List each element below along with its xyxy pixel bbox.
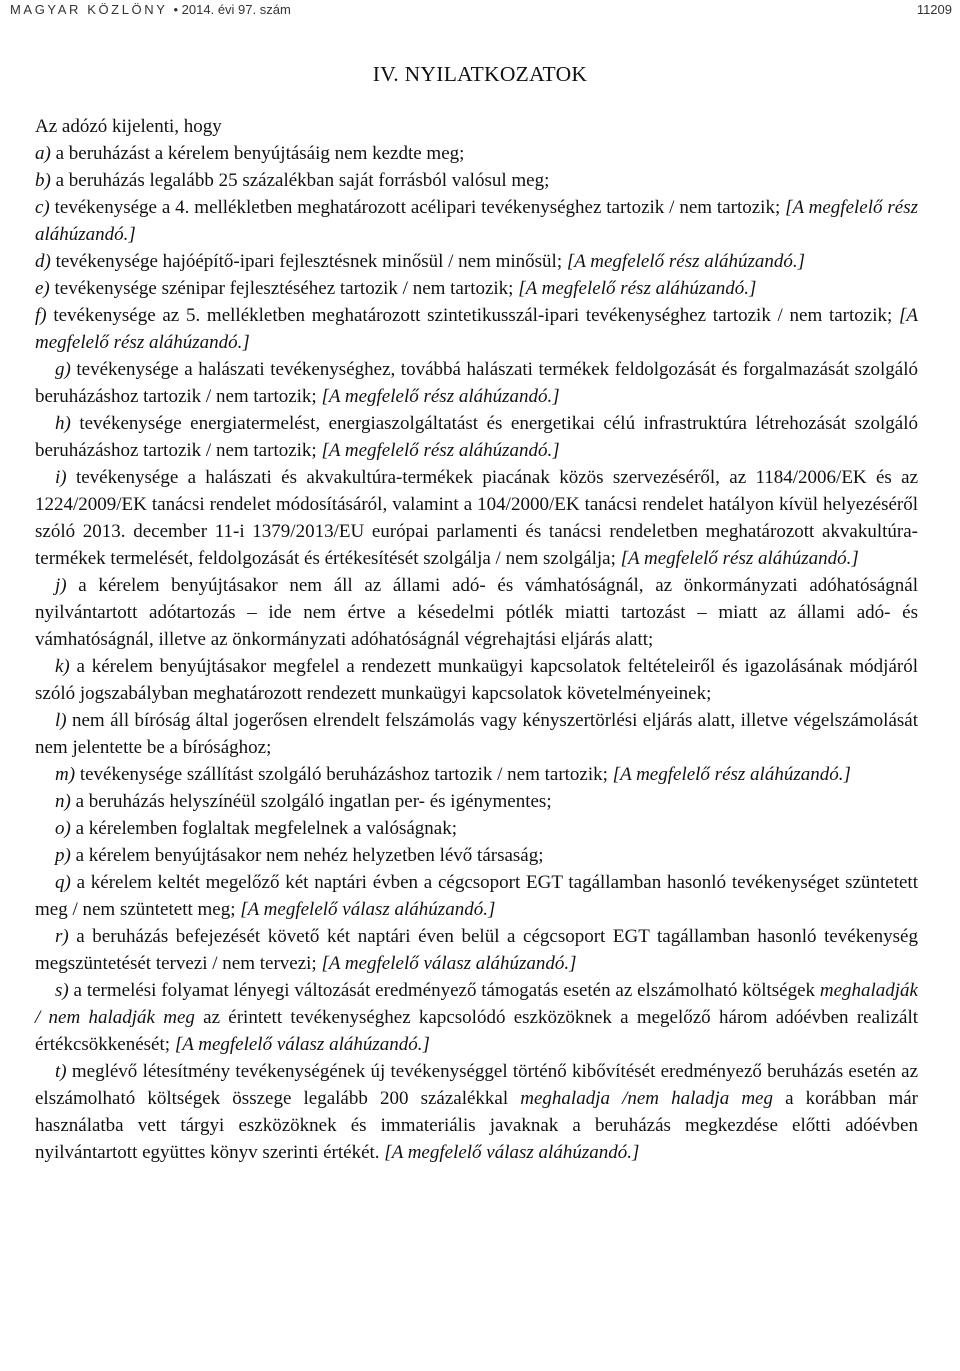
item-text: meglévő létesítmény tevékenységének új tevékenységgel történő kibővítését eredményező beruházás esetén az elszámolható költségek összege legalább 200 százalékkal <box>35 1061 918 1109</box>
item-o <box>35 815 918 842</box>
item-note: [A megfelelő rész aláhúzandó.] <box>35 197 918 245</box>
item-letter: f) <box>35 305 47 326</box>
item-note: [A megfelelő rész aláhúzandó.] <box>518 278 757 299</box>
item-l <box>35 707 918 761</box>
item-text: tevékenysége az 5. mellékletben meghatározott szintetikusszál-ipari tevékenységhez tartozik / nem tartozik; <box>46 305 899 326</box>
item-letter: d) <box>35 251 51 272</box>
item-letter: n) <box>55 791 71 812</box>
item-text: tevékenysége szállítást szolgáló beruházáshoz tartozik / nem tartozik; <box>75 764 613 785</box>
item-note: [A megfelelő rész aláhúzandó.] <box>620 548 859 569</box>
item-letter: e) <box>35 278 50 299</box>
page-number: 11209 <box>916 1 952 17</box>
item-text: a kérelem keltét megelőző két naptári évben a cégcsoport EGT tagállamban hasonló tevékenységet szüntetett meg / nem szüntetett meg; <box>35 872 918 920</box>
item-note: [A megfelelő válasz aláhúzandó.] <box>174 1034 430 1055</box>
item-g <box>35 356 918 410</box>
item-letter: h) <box>55 413 71 434</box>
item-text: a beruházás befejezését követő két naptári éven belül a cégcsoport EGT tagállamban hasonló tevékenység megszüntetését tervezi / nem tervezi; <box>35 926 918 974</box>
item-note: [A megfelelő rész aláhúzandó.] <box>612 764 851 785</box>
item-text-italic: meghaladja /nem haladja meg <box>520 1088 773 1109</box>
intro-line: Az adózó kijelenti, hogy <box>35 116 222 137</box>
item-text: tevékenysége hajóépítő-ipari fejlesztésnek minősül / nem minősül; <box>50 251 567 272</box>
item-text: a beruházás legalább 25 százalékban saját forrásból valósul meg; <box>50 170 550 191</box>
section-title: IV. NYILATKOZATOK <box>372 62 588 86</box>
item-text: tevékenysége szénipar fejlesztéséhez tartozik / nem tartozik; <box>49 278 519 299</box>
item-h <box>35 410 918 464</box>
item-note: [A megfelelő válasz aláhúzandó.] <box>240 899 496 920</box>
item-letter: s) <box>55 980 69 1001</box>
item-k <box>35 653 918 707</box>
item-text: a kérelemben foglaltak megfelelnek a valóságnak; <box>70 818 457 839</box>
item-text: a kérelem benyújtásakor nem áll az állami adó- és vámhatóságnál, az önkormányzati adóhatóságnál nyilvántartott adótartozás – ide nem értve a késedelmi pótlék miatti tartozást – miatt az állami adó- és vámhatóságnál, illetve az önkormányzati adóhatóságnál végrehajtási eljárás alatt; <box>35 575 918 650</box>
issue-info: • 2014. évi 97. szám <box>173 1 291 17</box>
item-letter: i) <box>55 467 67 488</box>
item-note: [A megfelelő válasz aláhúzandó.] <box>384 1142 640 1163</box>
item-note: [A megfelelő rész aláhúzandó.] <box>35 305 918 353</box>
item-note: [A megfelelő válasz aláhúzandó.] <box>321 953 577 974</box>
item-letter: t) <box>55 1061 67 1082</box>
item-text: a termelési folyamat lényegi változását eredményező támogatás esetén az elszámolható költségek <box>68 980 820 1001</box>
item-letter: j) <box>55 575 67 596</box>
item-letter: c) <box>35 197 50 218</box>
item-letter: o) <box>55 818 71 839</box>
item-a <box>35 140 918 167</box>
item-n <box>35 788 918 815</box>
item-r <box>35 923 918 977</box>
header-left <box>10 2 291 17</box>
item-letter: k) <box>55 656 70 677</box>
item-t <box>35 1058 918 1166</box>
item-m <box>35 761 918 788</box>
item-p <box>35 842 918 869</box>
item-text: az érintett tevékenységhez kapcsolódó eszközöknek a megelőző három adóévben realizált értékcsökkenését; <box>35 1007 918 1055</box>
item-i <box>35 464 918 572</box>
item-j <box>35 572 918 653</box>
item-text: a kérelem benyújtásakor megfelel a rendezett munkaügyi kapcsolatok feltételeiről és igazolásának módjáról szóló jogszabályban meghatározott rendezett munkaügyi kapcsolatok követelményeinek; <box>35 656 918 704</box>
item-d <box>35 248 918 275</box>
declaration-body <box>35 113 918 1166</box>
item-text: a beruházás helyszínéül szolgáló ingatlan per- és igénymentes; <box>70 791 552 812</box>
item-note: [A megfelelő rész aláhúzandó.] <box>321 440 560 461</box>
item-letter: r) <box>55 926 69 947</box>
item-letter: m) <box>55 764 76 785</box>
item-b <box>35 167 918 194</box>
item-text-italic: meghaladják / nem haladják meg <box>35 980 918 1028</box>
item-c <box>35 194 918 248</box>
item-e <box>35 275 918 302</box>
item-text: a korábban már használatba vett tárgyi eszközöknek és immateriális javaknak a beruházás megkezdése előtti adóévben nyilvántartott együttes könyv szerinti értékét. <box>35 1088 919 1163</box>
item-letter: g) <box>55 359 71 380</box>
item-text: a kérelem benyújtásakor nem nehéz helyzetben lévő társaság; <box>70 845 544 866</box>
item-text: a beruházást a kérelem benyújtásáig nem kezdte meg; <box>50 143 465 164</box>
item-letter: b) <box>35 170 51 191</box>
item-text: tevékenysége a halászati tevékenységhez, továbbá halászati termékek feldolgozását és forgalmazását szolgáló beruházáshoz tartozik / nem tartozik; <box>35 359 918 407</box>
page-header <box>10 0 952 18</box>
item-letter: p) <box>55 845 71 866</box>
item-q <box>35 869 918 923</box>
item-letter: l) <box>55 710 67 731</box>
item-f <box>35 302 918 356</box>
item-letter: q) <box>55 872 71 893</box>
item-text: nem áll bíróság által jogerősen elrendelt felszámolás vagy kényszertörlési eljárás alatt, illetve végelszámolását nem jelentette be a bírósághoz; <box>35 710 918 758</box>
item-note: [A megfelelő rész aláhúzandó.] <box>321 386 560 407</box>
item-note: [A megfelelő rész aláhúzandó.] <box>566 251 806 272</box>
item-text: tevékenysége a halászati és akvakultúra-termékek piacának közös szervezéséről, az 1184/2006/EK és az 1224/2009/EK tanácsi rendelet módosításáról, valamint a 104/2000/EK tanácsi rendelet hatályon kívül helyezéséről szóló 2013. december 11-i 1379/2013/EU európai parlamenti és tanácsi rendeletben meghatározott akvakultúra-termékek termelését, feldolgozását és értékesítését szolgálja / nem szolgálja; <box>35 467 918 569</box>
item-text: tevékenysége a 4. mellékletben meghatározott acélipari tevékenységhez tartozik / nem tartozik; <box>49 197 786 218</box>
item-text: tevékenysége energiatermelést, energiaszolgáltatást és energetikai célú infrastruktúra létrehozását szolgáló beruházáshoz tartozik / nem tartozik; <box>35 413 918 461</box>
item-s <box>35 977 918 1058</box>
publication-name: MAGYAR KÖZLÖNY <box>10 1 168 17</box>
item-letter: a) <box>35 143 51 164</box>
